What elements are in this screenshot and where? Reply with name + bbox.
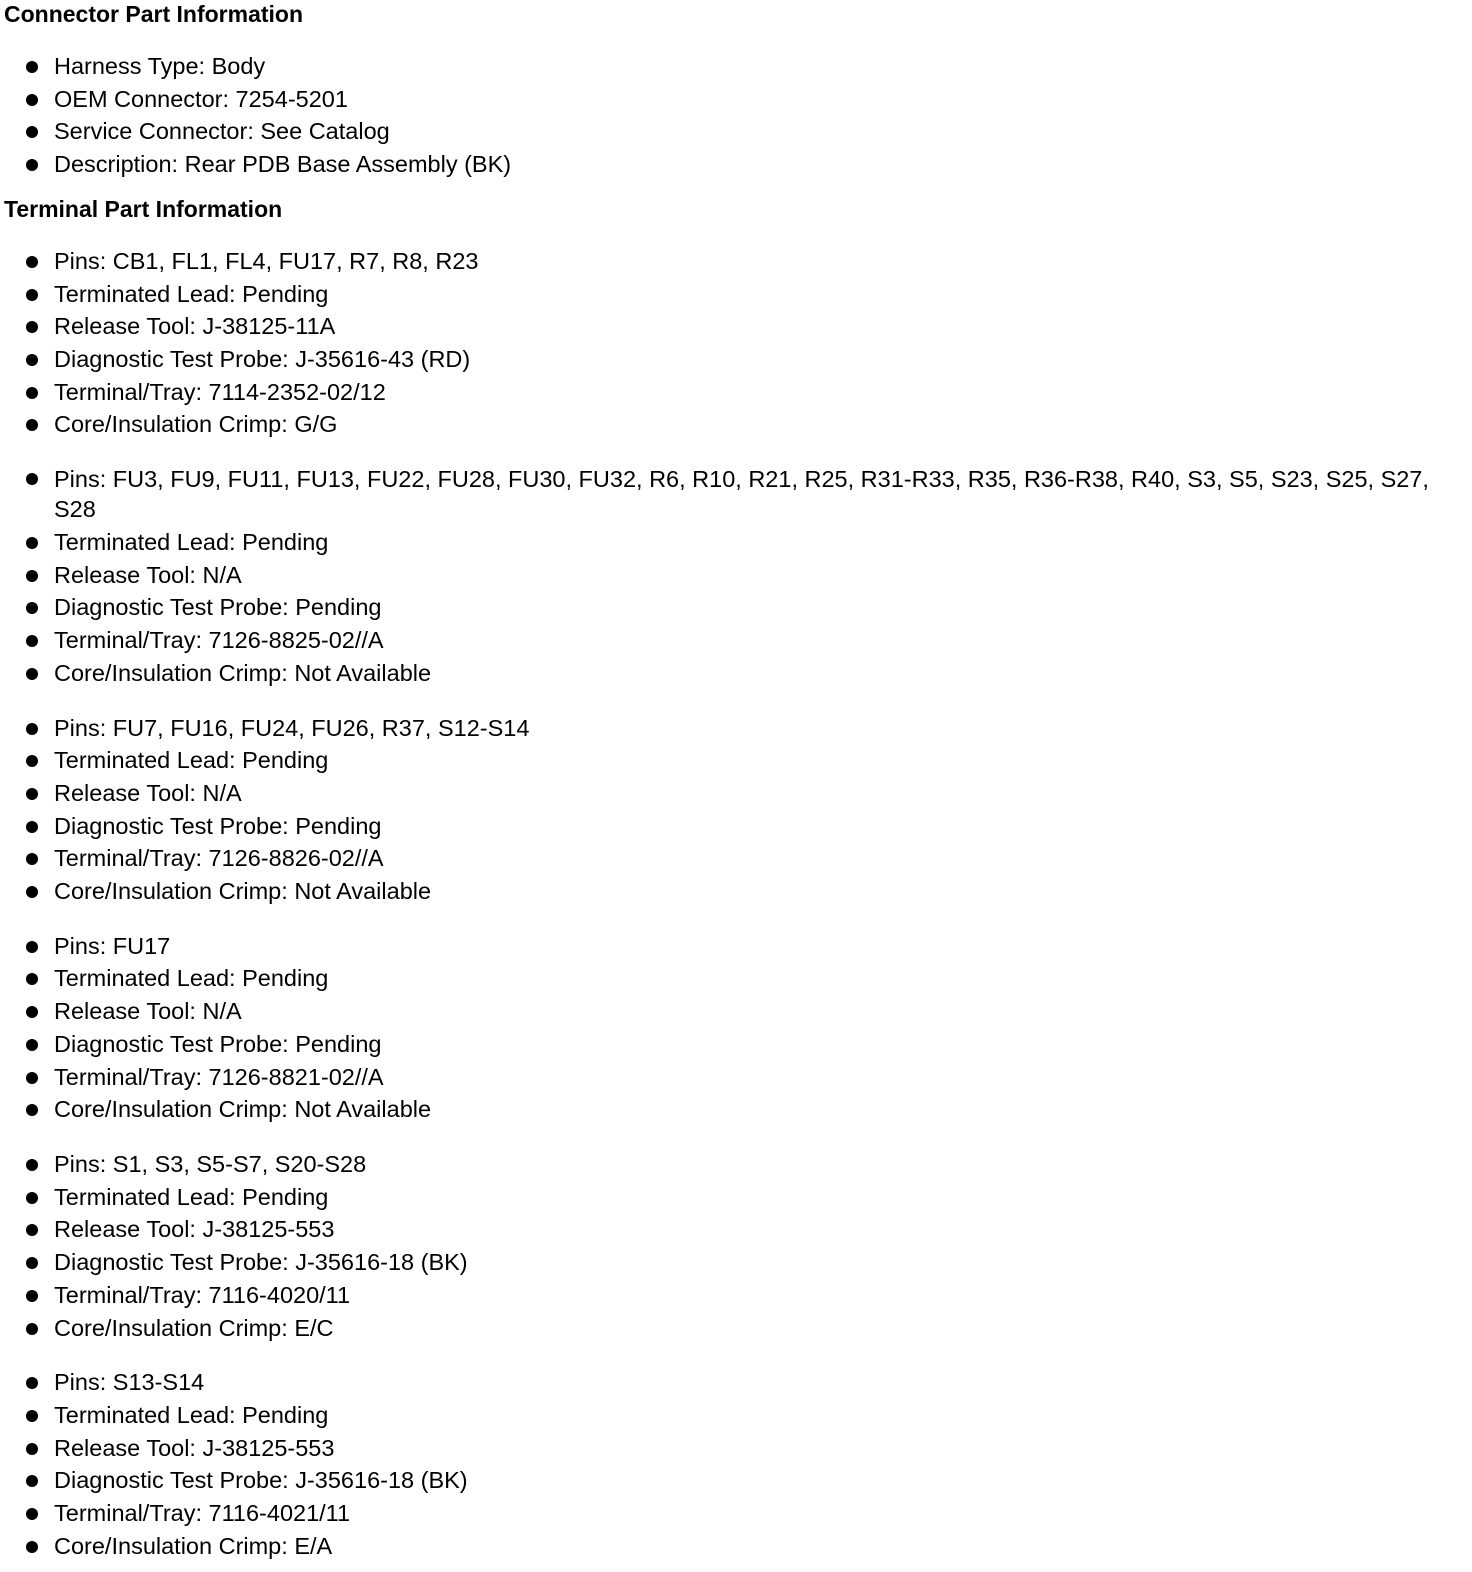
bullet-icon (26, 159, 38, 171)
bullet-icon (26, 1508, 38, 1520)
list-item-text: Terminal/Tray: 7116-4020/11 (54, 1281, 351, 1308)
list-item-text: Terminated Lead: Pending (54, 747, 329, 774)
list-item-text: Release Tool: J-38125-11A (54, 313, 336, 340)
list-item (4, 1061, 1472, 1094)
list-item (4, 278, 1472, 311)
list-item (4, 376, 1472, 409)
list-item-text: Harness Type: Body (54, 53, 266, 79)
bullet-icon (26, 1257, 38, 1269)
list-item (4, 1246, 1472, 1279)
list-item (4, 1093, 1472, 1126)
bullet-icon (26, 1006, 38, 1018)
list-item-text: Description: Rear PDB Base Assembly (BK) (54, 151, 512, 178)
list-item (4, 591, 1472, 624)
bullet-icon (26, 1039, 38, 1051)
list-item (4, 1213, 1472, 1246)
bullet-icon (26, 1443, 38, 1455)
list-item-text: Release Tool: N/A (54, 561, 242, 588)
list-item-text: Terminal/Tray: 7126-8826-02//A (54, 845, 384, 872)
list-item-text: Release Tool: N/A (54, 998, 242, 1025)
terminal-group-6 (4, 1366, 1472, 1562)
bullet-icon (26, 1541, 38, 1553)
list-item-text: Core/Insulation Crimp: G/G (54, 411, 338, 438)
list-item (4, 657, 1472, 690)
bullet-icon (26, 602, 38, 614)
list-item-text: Terminated Lead: Pending (54, 1401, 329, 1428)
list-item-text: Terminated Lead: Pending (54, 280, 329, 307)
list-item (4, 1530, 1472, 1563)
bullet-icon (26, 126, 38, 138)
list-item-text: Core/Insulation Crimp: Not Available (54, 659, 432, 686)
terminal-group-1 (4, 245, 1472, 441)
list-item-text: Terminated Lead: Pending (54, 1183, 329, 1210)
list-item-text: Terminal/Tray: 7126-8821-02//A (54, 1063, 384, 1090)
bullet-icon (26, 668, 38, 680)
bullet-icon (26, 1410, 38, 1422)
list-item (4, 83, 1472, 116)
list-item (4, 526, 1472, 559)
list-item (4, 1432, 1472, 1465)
list-item (4, 1312, 1472, 1345)
list-item (4, 115, 1472, 148)
list-item (4, 777, 1472, 810)
terminal-group-3 (4, 712, 1472, 908)
list-item (4, 50, 1472, 83)
bullet-icon (26, 354, 38, 366)
bullet-icon (26, 1377, 38, 1389)
list-item-text: Service Connector: See Catalog (54, 118, 390, 145)
bullet-icon (26, 1475, 38, 1487)
list-item-text: Terminal/Tray: 7114-2352-02/12 (54, 378, 386, 405)
bullet-icon (26, 1290, 38, 1302)
list-item (4, 930, 1472, 963)
list-item (4, 1181, 1472, 1214)
bullet-icon (26, 1072, 38, 1084)
bullet-icon (26, 289, 38, 301)
list-item (4, 310, 1472, 343)
list-item-text: Pins: S1, S3, S5-S7, S20-S28 (54, 1150, 367, 1177)
terminal-group-5 (4, 1148, 1472, 1344)
bullet-icon (26, 886, 38, 898)
list-item (4, 148, 1472, 181)
list-item-text: Diagnostic Test Probe: Pending (54, 594, 382, 621)
bullet-icon (26, 635, 38, 647)
terminal-group-4 (4, 930, 1472, 1126)
list-item-text: Diagnostic Test Probe: Pending (54, 812, 382, 839)
list-item (4, 995, 1472, 1028)
bullet-icon (26, 1192, 38, 1204)
bullet-icon (26, 788, 38, 800)
list-item (4, 408, 1472, 441)
list-item (4, 962, 1472, 995)
connector-part-heading: Connector Part Information (4, 1, 304, 27)
bullet-icon (26, 821, 38, 833)
bullet-icon (26, 61, 38, 73)
list-item-text: Core/Insulation Crimp: E/A (54, 1532, 333, 1559)
bullet-icon (26, 419, 38, 431)
list-item-text: Pins: FU7, FU16, FU24, FU26, R37, S12-S14 (54, 714, 530, 741)
list-item-text: Pins: CB1, FL1, FL4, FU17, R7, R8, R23 (54, 247, 479, 274)
bullet-icon (26, 973, 38, 985)
list-item (4, 810, 1472, 843)
bullet-icon (26, 473, 38, 485)
list-item (4, 1148, 1472, 1181)
list-item (4, 245, 1472, 278)
list-item (4, 712, 1472, 745)
bullet-icon (26, 570, 38, 582)
list-item-text: Pins: FU17 (54, 932, 171, 959)
list-item (4, 624, 1472, 657)
list-item-text: Terminated Lead: Pending (54, 529, 329, 556)
bullet-icon (26, 321, 38, 333)
list-item (4, 744, 1472, 777)
bullet-icon (26, 1224, 38, 1236)
bullet-icon (26, 853, 38, 865)
bullet-icon (26, 755, 38, 767)
list-item (4, 1464, 1472, 1497)
list-item-text: Terminated Lead: Pending (54, 965, 329, 992)
list-item (4, 1279, 1472, 1312)
bullet-icon (26, 1323, 38, 1335)
list-item-text: Core/Insulation Crimp: E/C (54, 1314, 334, 1341)
list-item (4, 559, 1472, 592)
list-item-text: Diagnostic Test Probe: J-35616-18 (BK) (54, 1249, 468, 1276)
bullet-icon (26, 1104, 38, 1116)
terminal-part-heading: Terminal Part Information (4, 195, 283, 222)
list-item (4, 842, 1472, 875)
list-item-text: Terminal/Tray: 7126-8825-02//A (54, 627, 384, 654)
list-item-text: Terminal/Tray: 7116-4021/11 (54, 1500, 351, 1527)
list-item-text: Diagnostic Test Probe: J-35616-18 (BK) (54, 1467, 468, 1494)
list-item (4, 875, 1472, 908)
connector-part-list (4, 50, 1472, 181)
bullet-icon (26, 1159, 38, 1171)
list-item (4, 1497, 1472, 1530)
bullet-icon (26, 387, 38, 399)
list-item-text: Release Tool: N/A (54, 779, 242, 806)
list-item-text: OEM Connector: 7254-5201 (54, 85, 348, 112)
list-item (4, 343, 1472, 376)
list-item (4, 1366, 1472, 1399)
list-item (4, 463, 1472, 526)
terminal-group-2 (4, 463, 1472, 690)
list-item (4, 1399, 1472, 1432)
bullet-icon (26, 256, 38, 268)
list-item-text: Release Tool: J-38125-553 (54, 1216, 335, 1243)
list-item (4, 1028, 1472, 1061)
list-item-text: Core/Insulation Crimp: Not Available (54, 1096, 432, 1123)
bullet-icon (26, 941, 38, 953)
bullet-icon (26, 537, 38, 549)
list-item-text: Pins: S13-S14 (54, 1369, 205, 1396)
list-item-text: Core/Insulation Crimp: Not Available (54, 878, 432, 905)
list-item-text: Release Tool: J-38125-553 (54, 1434, 335, 1461)
bullet-icon (26, 723, 38, 735)
list-item-text: Pins: FU3, FU9, FU11, FU13, FU22, FU28, FU30, FU32, R6, R10, R21, R25, R31-R33, R35, R36-R38, R40, S3, S5, S23, S25, S27, S28 (54, 466, 1429, 523)
list-item-text: Diagnostic Test Probe: J-35616-43 (RD) (54, 345, 471, 372)
list-item-text: Diagnostic Test Probe: Pending (54, 1030, 382, 1057)
bullet-icon (26, 94, 38, 106)
